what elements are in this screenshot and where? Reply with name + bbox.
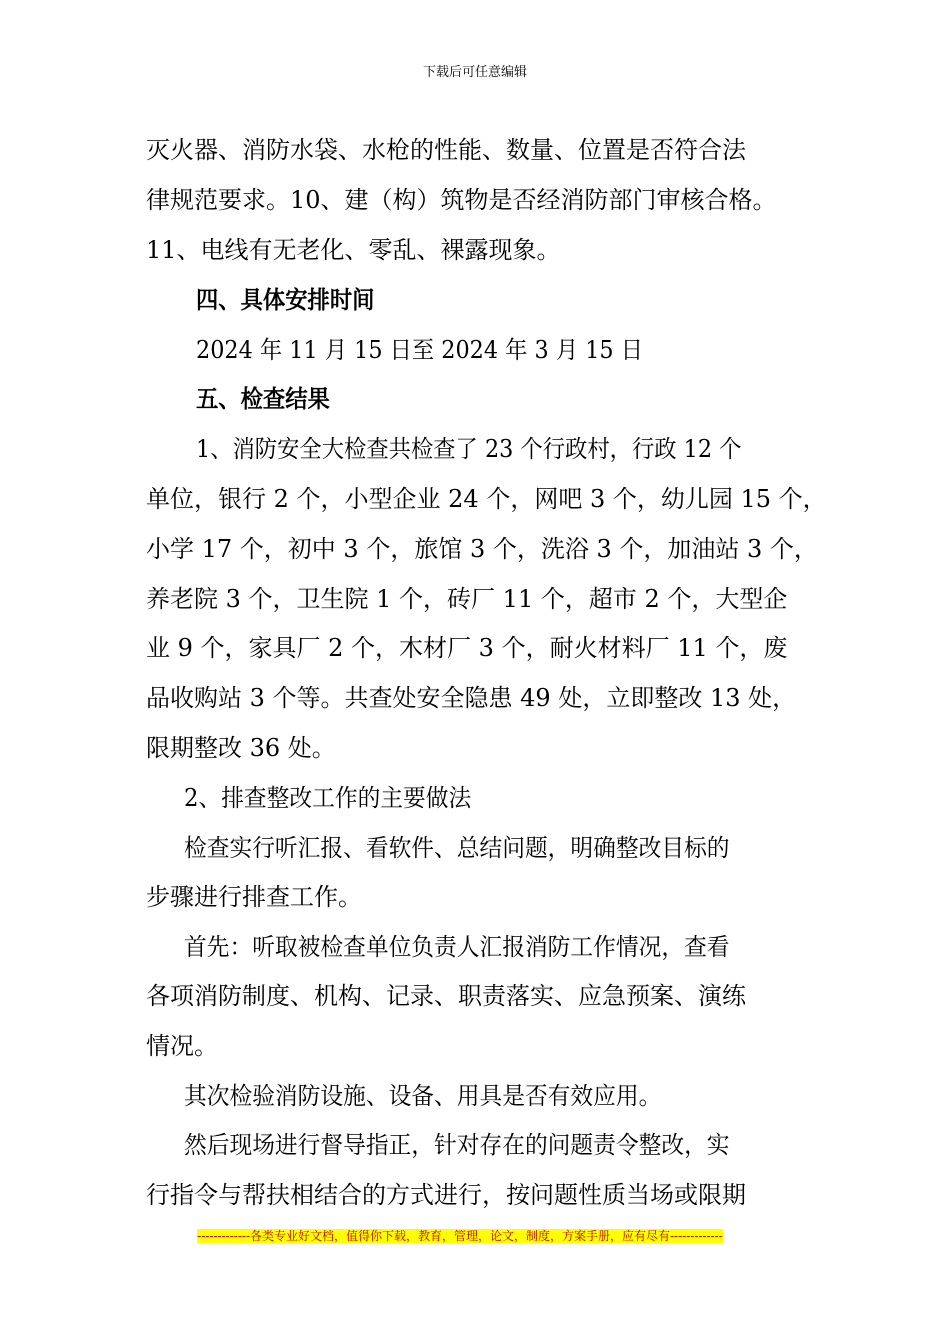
footer-banner-text: -------------各类专业好文档，值得你下载，教育，管理，论文，制度，方案手册，应有尽有------------- xyxy=(197,1229,723,1243)
body-line: 1、消防安全大检查共检查了 23 个行政村，行政 12 个 xyxy=(196,435,742,463)
body-line: 情况。 xyxy=(146,1032,218,1060)
body-line: 限期整改 36 处。 xyxy=(146,734,336,762)
body-line: 步骤进行排查工作。 xyxy=(146,883,362,911)
body-line: 其次检验消防设施、设备、用具是否有效应用。 xyxy=(184,1082,662,1110)
body-line: 业 9 个，家具厂 2 个，木材厂 3 个，耐火材料厂 11 个，废 xyxy=(146,634,788,662)
body-line: 律规范要求。10、建（构）筑物是否经消防部门审核合格。 xyxy=(146,186,777,214)
body-line: 检查实行听汇报、看软件、总结问题，明确整改目标的 xyxy=(184,834,730,862)
page-header-note: 下载后可任意编辑 xyxy=(422,65,527,80)
body-line: 然后现场进行督导指正，针对存在的问题责令整改，实 xyxy=(184,1131,730,1159)
section-heading: 五、检查结果 xyxy=(196,384,330,413)
body-line: 灭火器、消防水袋、水枪的性能、数量、位置是否符合法 xyxy=(146,136,746,164)
body-line: 各项消防制度、机构、记录、职责落实、应急预案、演练 xyxy=(146,982,746,1010)
body-line: 2024 年 11 月 15 日至 2024 年 3 月 15 日 xyxy=(196,336,644,364)
body-line: 单位，银行 2 个，小型企业 24 个，网吧 3 个，幼儿园 15 个， xyxy=(146,485,827,513)
section-heading: 四、具体安排时间 xyxy=(196,285,375,314)
body-line: 行指令与帮扶相结合的方式进行，按问题性质当场或限期 xyxy=(146,1181,746,1209)
body-line: 小学 17 个，初中 3 个，旅馆 3 个，洗浴 3 个，加油站 3 个， xyxy=(146,535,818,563)
body-line: 首先：听取被检查单位负责人汇报消防工作情况，查看 xyxy=(184,933,730,961)
body-line: 养老院 3 个，卫生院 1 个，砖厂 11 个，超市 2 个，大型企 xyxy=(146,585,788,613)
body-line: 2、排查整改工作的主要做法 xyxy=(184,784,472,812)
footer-banner xyxy=(0,1227,920,1245)
body-line: 品收购站 3 个等。共查处安全隐患 49 处，立即整改 13 处， xyxy=(146,684,797,712)
body-line: 11、电线有无老化、零乱、裸露现象。 xyxy=(146,236,561,264)
